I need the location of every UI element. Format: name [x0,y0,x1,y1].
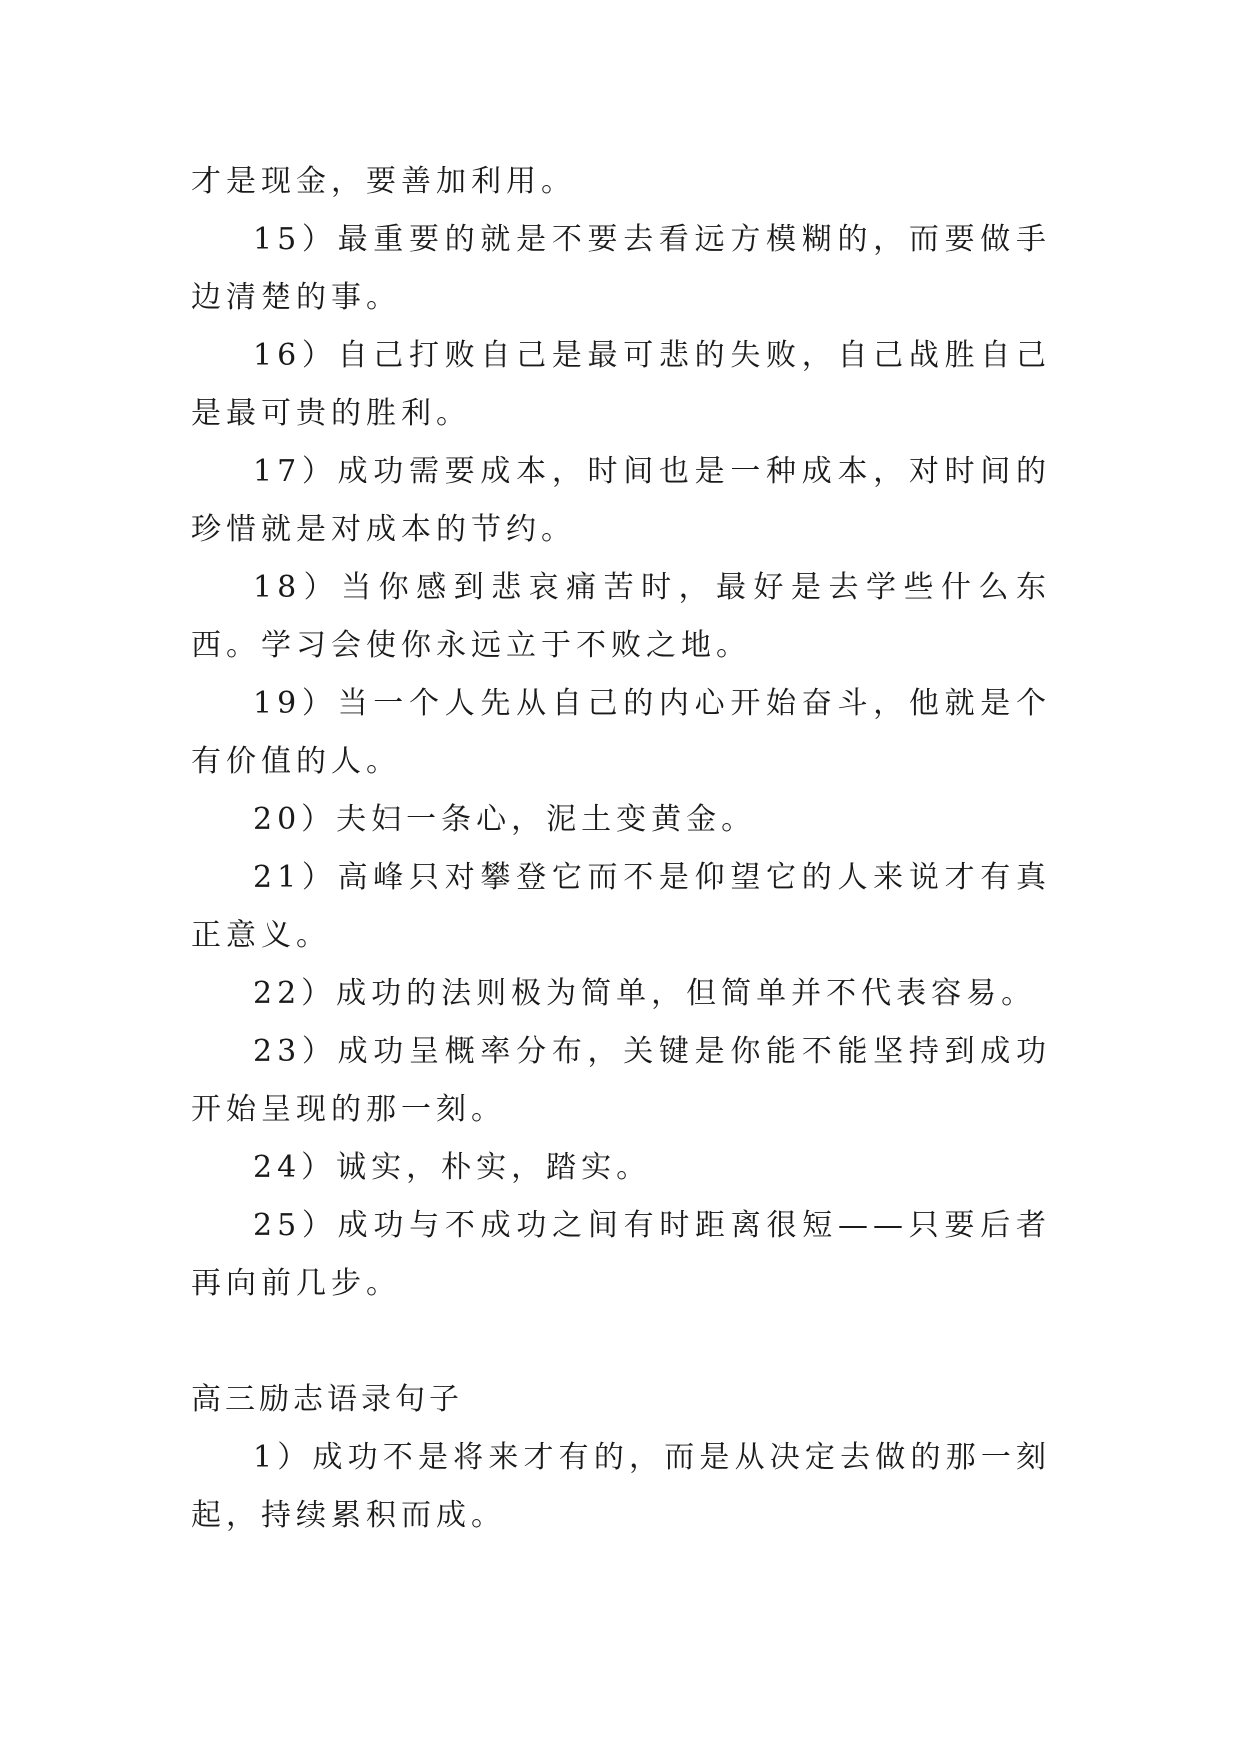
section-spacer [191,1313,1051,1371]
list-item: 18）当你感到悲哀痛苦时，最好是去学些什么东西。学习会使你永远立于不败之地。 [191,570,1051,663]
list-item: 24）诚实，朴实，踏实。 [253,1150,652,1185]
list-item: 25）成功与不成功之间有时距离很短——只要后者再向前几步。 [191,1208,1051,1301]
list-item: 15）最重要的就是不要去看远方模糊的，而要做手边清楚的事。 [191,222,1051,315]
quote-list-a [191,211,1051,1313]
list-item: 1）成功不是将来才有的，而是从决定去做的那一刻起，持续累积而成。 [191,1440,1051,1533]
list-item: 23）成功呈概率分布，关键是你能不能坚持到成功开始呈现的那一刻。 [191,1034,1051,1127]
list-item: 21）高峰只对攀登它而不是仰望它的人来说才有真正意义。 [191,860,1051,953]
list-item: 16）自己打败自己是最可悲的失败，自己战胜自己是最可贵的胜利。 [191,338,1051,431]
continuation-paragraph: 才是现金，要善加利用。 [191,164,576,199]
section-heading: 高三励志语录句子 [191,1382,463,1417]
list-item: 22）成功的法则极为简单，但简单并不代表容易。 [253,976,1037,1011]
document-body [191,153,1051,1545]
list-item: 19）当一个人先从自己的内心开始奋斗，他就是个有价值的人。 [191,686,1051,779]
list-item: 20）夫妇一条心，泥土变黄金。 [253,802,757,837]
quote-list-b [191,1429,1051,1545]
list-item: 17）成功需要成本，时间也是一种成本，对时间的珍惜就是对成本的节约。 [191,454,1051,547]
